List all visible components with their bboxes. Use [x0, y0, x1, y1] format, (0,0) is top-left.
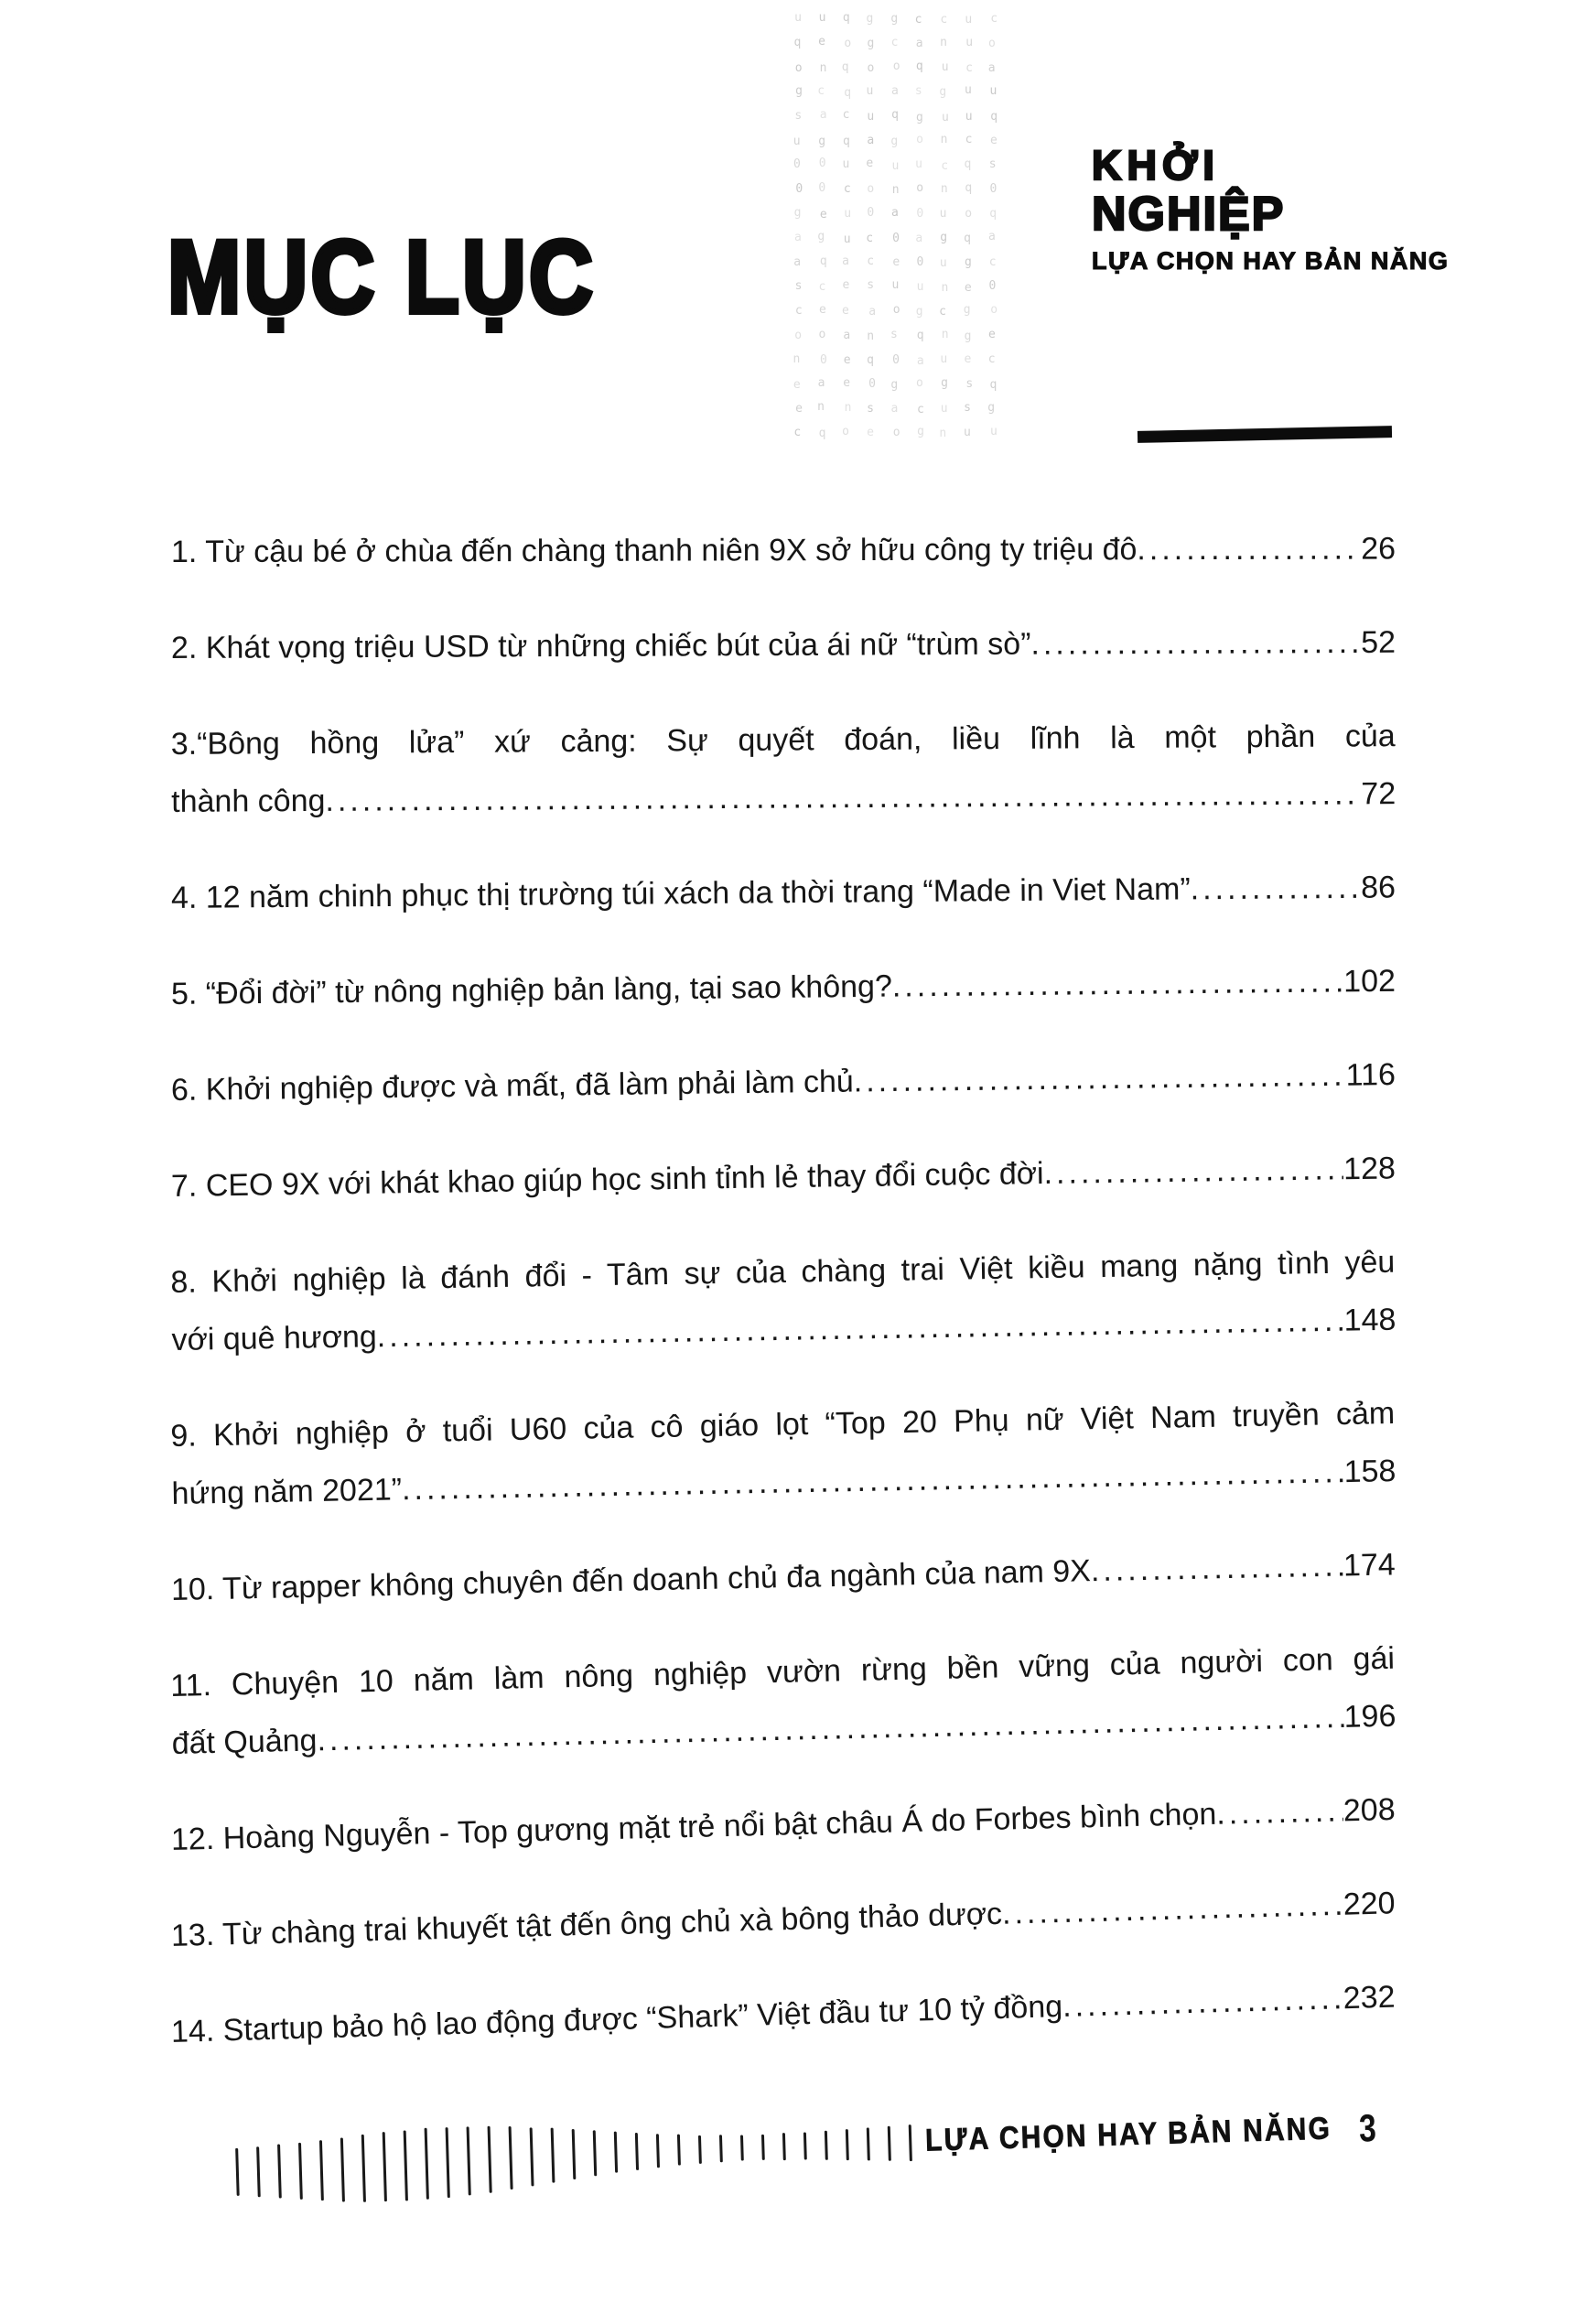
toc-entry-line: 11. Chuyện 10 năm làm nông nghiệp vườn rừng bền vững của người con gái: [169, 1640, 1396, 1704]
texture-glyph: u: [964, 83, 972, 98]
texture-glyph: s: [867, 278, 875, 293]
texture-glyph: c: [987, 351, 996, 366]
tick-mark: [319, 2140, 324, 2200]
toc-entry: [170, 1781, 1396, 1869]
texture-glyph: 0: [818, 157, 826, 171]
texture-glyph: n: [867, 329, 875, 343]
dot-leader: [1030, 614, 1361, 674]
texture-glyph: g: [795, 83, 803, 98]
tick-mark: [698, 2135, 702, 2163]
toc-entry-title: đất Quảng: [171, 1723, 318, 1761]
texture-glyph: o: [990, 302, 998, 317]
texture-glyph: q: [916, 329, 924, 343]
toc-entry: [170, 1969, 1396, 2061]
texture-glyph: n: [817, 400, 825, 415]
toc-entry-title: 12. Hoàng Nguyễn - Top gương mặt trẻ nổi bật châu Á do Forbes bình chọn: [170, 1796, 1217, 1857]
texture-glyph: 0: [867, 206, 875, 221]
texture-glyph: u: [964, 426, 971, 440]
texture-glyph: u: [891, 158, 900, 173]
tick-mark: [825, 2131, 828, 2161]
toc-page-number: 232: [1343, 1979, 1396, 2016]
toc-page-number: 196: [1343, 1698, 1396, 1735]
toc-entry-title: 5. “Đổi đời” từ nông nghiệp bản làng, tại sao không?: [170, 968, 893, 1011]
tick-mark: [614, 2132, 618, 2173]
texture-glyph: c: [890, 36, 899, 50]
texture-glyph: g: [964, 329, 972, 343]
tick-mark: [909, 2125, 912, 2161]
toc-entry-title: 6. Khởi nghiệp được và mất, đã làm phải làm chủ: [170, 1064, 855, 1108]
toc-entry-title: 14. Startup bảo hộ lao động được “Shark” Việt đầu tư 10 tỷ đồng: [170, 1989, 1063, 2049]
texture-glyph: u: [965, 12, 973, 27]
toc-entry-last-line: [170, 1969, 1396, 2061]
texture-glyph: c: [867, 254, 875, 268]
dot-leader: [1190, 860, 1361, 919]
texture-glyph: q: [867, 353, 874, 368]
dot-leader: [1001, 1876, 1343, 1943]
dot-grid-texture: [787, 4, 1012, 445]
texture-glyph: g: [941, 376, 948, 391]
texture-glyph: a: [890, 402, 899, 416]
texture-glyph: o: [867, 60, 875, 75]
tick-mark: [551, 2128, 555, 2183]
texture-glyph: q: [844, 85, 852, 100]
toc-entry: [170, 1875, 1396, 1965]
texture-glyph: a: [817, 375, 825, 390]
texture-glyph: 0: [820, 353, 827, 368]
texture-glyph: q: [793, 35, 802, 49]
texture-glyph: a: [988, 230, 996, 244]
texture-glyph: q: [965, 181, 973, 196]
tick-mark: [361, 2135, 366, 2201]
texture-glyph: e: [843, 352, 851, 367]
toc-entry: [170, 1234, 1396, 1369]
tick-mark: [530, 2127, 534, 2186]
footer-series-title: LỰA CHỌN HAY BẢN NĂNG: [924, 2111, 1332, 2158]
tick-mark: [425, 2128, 429, 2200]
toc-entry-last-line: [171, 765, 1396, 831]
texture-glyph: u: [915, 157, 922, 172]
texture-glyph: g: [940, 230, 948, 244]
toc-entry-title: 7. CEO 9X với khát khao giúp học sinh tỉnh lẻ thay đổi cuộc đời: [170, 1156, 1044, 1204]
tick-mark: [488, 2126, 492, 2192]
texture-glyph: 0: [868, 376, 876, 391]
texture-glyph: q: [989, 378, 998, 393]
toc-entry-line: 8. Khởi nghiệp là đánh đổi - Tâm sự của chàng trai Việt kiều mang nặng tình yêu: [170, 1244, 1396, 1301]
table-of-contents: [171, 524, 1396, 2100]
texture-glyph: o: [892, 59, 900, 73]
dot-leader: [325, 765, 1361, 830]
texture-glyph: g: [963, 302, 971, 317]
brand-tagline: LỰA CHỌN HAY BẢN NĂNG: [1092, 247, 1450, 275]
texture-glyph: u: [794, 10, 802, 25]
texture-glyph: o: [892, 303, 900, 318]
texture-glyph: 0: [795, 181, 803, 196]
texture-glyph: q: [989, 206, 998, 221]
toc-entry-last-line: [170, 1781, 1396, 1869]
texture-glyph: u: [940, 352, 948, 367]
dot-leader: [1043, 1141, 1343, 1203]
toc-entry: [171, 520, 1396, 581]
texture-glyph: q: [841, 59, 849, 74]
brand-underline-bar: [1138, 426, 1392, 443]
dot-leader: [853, 1047, 1346, 1111]
toc-page-number: 128: [1343, 1151, 1396, 1187]
texture-glyph: s: [794, 278, 803, 293]
texture-glyph: u: [990, 425, 998, 439]
tick-mark: [235, 2147, 239, 2196]
texture-glyph: c: [965, 133, 973, 147]
texture-glyph: c: [939, 304, 946, 319]
toc-entry-last-line: [171, 1140, 1396, 1216]
texture-glyph: c: [965, 61, 973, 76]
texture-glyph: c: [818, 280, 826, 295]
texture-glyph: c: [990, 11, 998, 26]
texture-glyph: s: [964, 400, 971, 415]
texture-glyph: o: [867, 181, 875, 196]
tick-mark: [803, 2132, 807, 2160]
texture-glyph: g: [964, 254, 972, 269]
texture-glyph: e: [793, 377, 801, 392]
texture-glyph: u: [965, 36, 974, 50]
texture-glyph: e: [842, 278, 850, 293]
texture-glyph: o: [794, 61, 803, 76]
tick-mark: [509, 2126, 513, 2189]
toc-entry-last-line: [171, 953, 1396, 1023]
toc-entry: [170, 1385, 1396, 1523]
texture-glyph: u: [939, 255, 947, 270]
toc-entry-title: 13. Từ chàng trai khuyết tật đến ông chủ xà bông thảo dược: [170, 1896, 1003, 1953]
texture-glyph: c: [941, 158, 949, 173]
toc-page-number: 208: [1343, 1791, 1396, 1829]
tick-mark: [340, 2137, 345, 2201]
tick-mark: [888, 2126, 891, 2161]
toc-page-number: 52: [1361, 624, 1396, 660]
tick-mark: [782, 2133, 785, 2160]
texture-glyph: q: [891, 108, 899, 123]
texture-glyph: o: [916, 133, 923, 147]
texture-glyph: u: [939, 206, 947, 221]
texture-glyph: 0: [989, 182, 998, 197]
texture-glyph: s: [988, 157, 997, 171]
texture-glyph: n: [844, 400, 852, 415]
texture-glyph: o: [915, 375, 923, 390]
toc-entry-last-line: [170, 1536, 1396, 1619]
toc-entry-title: 10. Từ rapper không chuyên đến doanh chủ đa ngành của nam 9X: [170, 1553, 1092, 1607]
toc-page-number: 116: [1345, 1057, 1396, 1093]
texture-glyph: u: [842, 157, 850, 172]
toc-entry: [171, 1046, 1396, 1119]
texture-glyph: e: [818, 302, 826, 317]
toc-entry: [171, 859, 1396, 927]
toc-entry-title: thành công: [171, 783, 326, 819]
texture-glyph: a: [793, 254, 802, 269]
texture-glyph: e: [841, 304, 849, 319]
tick-mark: [277, 2145, 281, 2199]
texture-glyph: c: [914, 13, 922, 27]
toc-page-number: 72: [1361, 776, 1396, 812]
texture-glyph: g: [890, 378, 899, 393]
texture-glyph: 0: [988, 279, 997, 294]
texture-glyph: n: [793, 351, 801, 366]
texture-glyph: g: [915, 110, 923, 124]
toc-entry: [171, 614, 1396, 677]
texture-glyph: e: [964, 280, 972, 295]
texture-glyph: g: [867, 37, 875, 51]
tick-mark: [446, 2127, 450, 2198]
texture-glyph: e: [990, 134, 998, 148]
texture-glyph: e: [892, 254, 900, 269]
texture-glyph: 0: [892, 231, 900, 245]
tick-mark: [656, 2134, 660, 2168]
dot-leader: [1090, 1538, 1343, 1601]
texture-glyph: u: [965, 110, 973, 124]
texture-glyph: u: [818, 10, 826, 25]
texture-glyph: e: [795, 402, 803, 416]
texture-glyph: n: [939, 427, 947, 441]
toc-page-number: 86: [1360, 870, 1396, 905]
texture-glyph: s: [890, 327, 898, 341]
texture-glyph: a: [819, 108, 827, 123]
texture-glyph: n: [819, 60, 827, 75]
texture-glyph: g: [890, 12, 899, 27]
texture-glyph: s: [794, 108, 803, 123]
tick-mark: [677, 2135, 681, 2166]
toc-page-number: 174: [1343, 1547, 1396, 1584]
texture-glyph: a: [842, 254, 849, 268]
dot-leader: [1062, 1970, 1343, 2036]
texture-glyph: c: [866, 232, 874, 246]
texture-glyph: a: [915, 37, 923, 51]
tick-mark: [467, 2126, 471, 2195]
texture-glyph: a: [867, 133, 875, 147]
texture-glyph: n: [891, 183, 900, 198]
texture-glyph: e: [867, 426, 874, 440]
toc-entry-line: 3.“Bông hồng lửa” xứ cảng: Sự quyết đoán, liều lĩnh là một phần của: [170, 719, 1396, 762]
texture-glyph: q: [842, 11, 850, 26]
texture-glyph: g: [917, 425, 924, 439]
texture-glyph: c: [988, 254, 997, 269]
texture-glyph: g: [817, 230, 825, 244]
texture-glyph: u: [844, 206, 852, 221]
toc-entry-last-line: [171, 859, 1396, 927]
toc-page-number: 158: [1343, 1454, 1396, 1490]
texture-glyph: q: [915, 59, 923, 73]
page-footer: [232, 2087, 1406, 2210]
texture-glyph: n: [940, 36, 947, 50]
texture-glyph: a: [793, 231, 802, 245]
texture-glyph: u: [941, 60, 949, 75]
texture-glyph: 0: [818, 180, 826, 195]
tick-mark: [846, 2129, 849, 2160]
texture-glyph: c: [843, 182, 851, 197]
tick-mark: [256, 2146, 260, 2198]
toc-entry: [170, 1630, 1397, 1773]
texture-glyph: 0: [793, 157, 801, 172]
toc-entry-title: hứng năm 2021”: [171, 1472, 403, 1511]
texture-glyph: g: [818, 134, 826, 148]
tick-mark: [404, 2130, 408, 2200]
texture-glyph: s: [965, 376, 974, 391]
dot-leader: [1215, 1782, 1343, 1843]
texture-glyph: g: [890, 134, 899, 148]
texture-glyph: o: [818, 327, 826, 341]
toc-entry: [171, 953, 1396, 1023]
tick-mark: [593, 2131, 597, 2177]
tick-mark: [740, 2135, 743, 2161]
tick-mark: [635, 2133, 639, 2170]
toc-entry-last-line: [171, 614, 1396, 677]
texture-glyph: a: [890, 206, 899, 221]
texture-glyph: n: [941, 327, 949, 341]
tick-mark: [867, 2127, 870, 2160]
texture-glyph: u: [916, 280, 924, 295]
texture-glyph: g: [866, 11, 874, 26]
texture-glyph: c: [940, 13, 948, 27]
footer-page-number: 3: [1358, 2105, 1377, 2150]
texture-glyph: n: [940, 181, 948, 196]
toc-entry-last-line: [170, 1875, 1396, 1965]
texture-glyph: a: [868, 304, 877, 319]
texture-glyph: o: [988, 37, 996, 51]
texture-glyph: u: [891, 278, 900, 293]
texture-glyph: c: [794, 304, 803, 319]
texture-glyph: g: [939, 84, 947, 99]
texture-glyph: 0: [892, 352, 900, 367]
toc-page-number: 220: [1343, 1886, 1396, 1922]
toc-entry-last-line: [171, 520, 1396, 581]
toc-page-number: 148: [1343, 1302, 1396, 1338]
texture-glyph: e: [964, 351, 972, 366]
texture-glyph: c: [793, 425, 802, 439]
dot-leader: [892, 953, 1344, 1015]
texture-glyph: e: [843, 375, 851, 390]
brand-logo: [1092, 143, 1449, 276]
page-title: MỤC LỤC: [167, 220, 597, 334]
texture-glyph: c: [817, 83, 825, 98]
texture-glyph: 0: [916, 206, 924, 221]
texture-glyph: u: [942, 110, 949, 124]
texture-glyph: g: [987, 400, 996, 415]
texture-glyph: e: [988, 328, 996, 342]
tick-mark: [719, 2135, 722, 2162]
texture-glyph: e: [866, 157, 874, 171]
toc-entry: [171, 708, 1396, 831]
texture-glyph: u: [940, 402, 948, 416]
texture-glyph: u: [843, 232, 851, 246]
texture-glyph: o: [794, 329, 803, 343]
texture-glyph: c: [917, 402, 924, 416]
tick-mark: [298, 2142, 302, 2200]
texture-glyph: q: [818, 426, 826, 440]
texture-glyph: o: [842, 425, 849, 439]
tick-mark: [761, 2134, 764, 2160]
texture-glyph: u: [793, 135, 801, 149]
texture-glyph: e: [819, 207, 827, 222]
texture-glyph: q: [964, 231, 971, 245]
tick-mark: [572, 2129, 576, 2179]
texture-glyph: g: [793, 205, 802, 220]
toc-entry: [170, 1536, 1396, 1619]
texture-glyph: e: [818, 35, 825, 49]
toc-entry-line: 9. Khởi nghiệp ở tuổi U60 của cô giáo lọt “Top 20 Phụ nữ Việt Nam truyền cảm: [170, 1396, 1396, 1454]
texture-glyph: q: [964, 157, 972, 172]
tick-mark: [383, 2132, 387, 2201]
footer-tick-marks: [232, 2101, 931, 2210]
toc-page-number: 26: [1361, 531, 1396, 567]
toc-entry: [171, 1140, 1396, 1216]
texture-glyph: o: [916, 181, 924, 196]
brand-line2: NGHIỆP: [1092, 188, 1286, 241]
texture-glyph: o: [844, 36, 852, 50]
toc-entry-title: với quê hương: [171, 1319, 378, 1357]
texture-glyph: s: [867, 402, 874, 416]
texture-glyph: u: [867, 109, 875, 124]
texture-glyph: q: [843, 135, 850, 149]
texture-glyph: o: [965, 207, 973, 221]
texture-glyph: n: [941, 280, 949, 295]
texture-glyph: q: [819, 254, 827, 268]
texture-glyph: n: [940, 132, 948, 146]
texture-glyph: a: [916, 353, 924, 368]
texture-glyph: g: [915, 305, 923, 319]
toc-entry-title: 4. 12 năm chinh phục thị trường túi xách da thời trang “Made in Viet Nam”: [170, 871, 1191, 915]
texture-glyph: q: [990, 109, 998, 124]
dot-leader: [1137, 521, 1361, 579]
texture-glyph: u: [989, 84, 998, 99]
toc-entry-last-line: [171, 1046, 1396, 1119]
texture-glyph: u: [866, 84, 874, 99]
toc-page-number: 102: [1343, 963, 1396, 1000]
texture-glyph: o: [892, 425, 900, 439]
texture-glyph: s: [914, 83, 922, 98]
texture-glyph: a: [890, 83, 899, 98]
texture-glyph: a: [843, 329, 851, 343]
texture-glyph: a: [987, 60, 996, 75]
texture-glyph: 0: [916, 254, 924, 269]
brand-line1: KHỞI: [1092, 142, 1220, 189]
toc-entry-title: 2. Khát vọng triệu USD từ những chiếc bút của ái nữ “trùm sò”: [170, 626, 1031, 665]
texture-glyph: a: [915, 231, 923, 245]
toc-entry-title: 1. Từ cậu bé ở chùa đến chàng thanh niên 9X sở hữu công ty triệu đô: [170, 532, 1138, 569]
texture-glyph: c: [842, 107, 850, 122]
